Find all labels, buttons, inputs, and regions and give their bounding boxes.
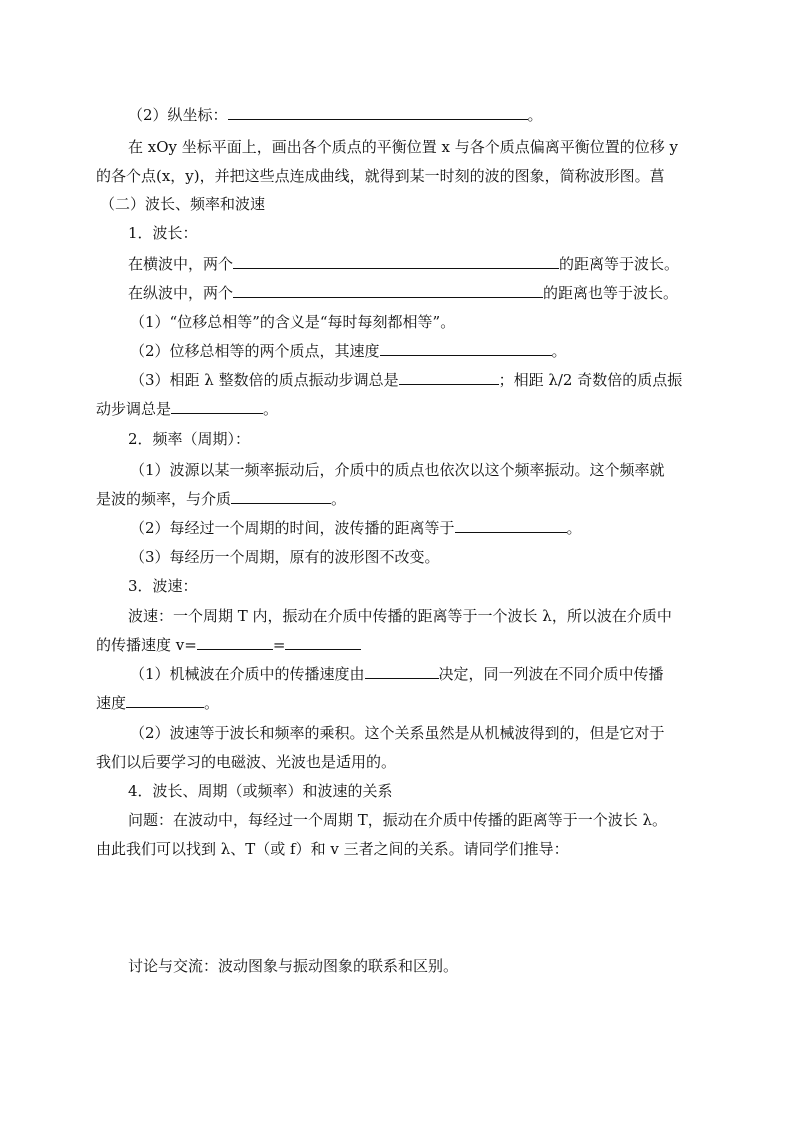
answer-blank[interactable] (197, 634, 273, 650)
answer-blank[interactable] (231, 488, 331, 504)
text-line: （3）相距 λ 整数倍的质点振动步调总是 ；相距 λ/2 奇数倍的质点振 (130, 371, 683, 389)
text-line: （2）纵坐标： 。 (128, 106, 543, 124)
text-line: 动步调总是 。 (96, 400, 279, 418)
text-line: 由此我们可以找到 λ、T（或 f）和 v 三者之间的关系。请同学们推导： (96, 840, 569, 858)
text-line: （2）位移总相等的两个质点，其速度 。 (130, 342, 567, 360)
text-line: 波速：一个周期 T 内，振动在介质中传播的距离等于一个波长 λ，所以波在介质中 (128, 607, 672, 625)
answer-blank[interactable] (285, 634, 361, 650)
answer-blank[interactable] (171, 398, 263, 414)
text-line: 的传播速度 v= = (96, 634, 361, 656)
text-line: （1）机械波在介质中的传播速度由 决定，同一列波在不同介质中传播 (130, 665, 664, 683)
text-line: （2）每经过一个周期的时间，波传播的距离等于 。 (130, 519, 582, 537)
subsection-heading: 3．波速： (128, 577, 198, 595)
text-line: （1）波源以某一频率振动后，介质中的质点也依次以这个频率振动。这个频率就 (130, 461, 665, 479)
subsection-heading: 4．波长、周期（或频率）和波速的关系 (128, 782, 393, 800)
text-line: 速度 。 (96, 694, 220, 712)
text-line: （1）“位移总相等”的含义是“每时每刻都相等”。 (130, 313, 456, 331)
subsection-heading: 2．频率（周期）： (128, 430, 251, 448)
answer-blank[interactable] (365, 663, 439, 679)
subsection-heading: 1．波长： (128, 224, 198, 242)
text-line: 讨论与交流：波动图象与振动图象的联系和区别。 (128, 957, 459, 975)
text-line: （2）波速等于波长和频率的乘积。这个关系虽然是从机械波得到的，但是它对于 (130, 724, 665, 742)
text-line: 我们以后要学习的电磁波、光波也是适用的。 (96, 753, 397, 771)
answer-blank[interactable] (455, 517, 567, 533)
text-line: 问题：在波动中，每经过一个周期 T，振动在介质中传播的距离等于一个波长 λ。 (128, 811, 668, 829)
text-line: 的各个点(x，y)，并把这些点连成曲线，就得到某一时刻的波的图象，简称波形图。菖 (96, 167, 665, 185)
section-heading: （二）波长、频率和波速 (100, 195, 266, 213)
answer-blank[interactable] (233, 253, 559, 269)
answer-blank[interactable] (228, 104, 528, 120)
text-line: 在横波中，两个 的距离等于波长。 (128, 255, 680, 273)
answer-blank[interactable] (380, 340, 552, 356)
text-line: 在 xOy 坐标平面上，画出各个质点的平衡位置 x 与各个质点偏离平衡位置的位移 y (128, 138, 679, 156)
answer-blank[interactable] (233, 282, 543, 298)
answer-blank[interactable] (399, 369, 499, 385)
text-line: 是波的频率，与介质 。 (96, 490, 347, 508)
text-line: （3）每经历一个周期，原有的波形图不改变。 (130, 548, 440, 566)
text-line: 在纵波中，两个 的距离也等于波长。 (128, 284, 679, 302)
answer-blank[interactable] (126, 692, 204, 708)
